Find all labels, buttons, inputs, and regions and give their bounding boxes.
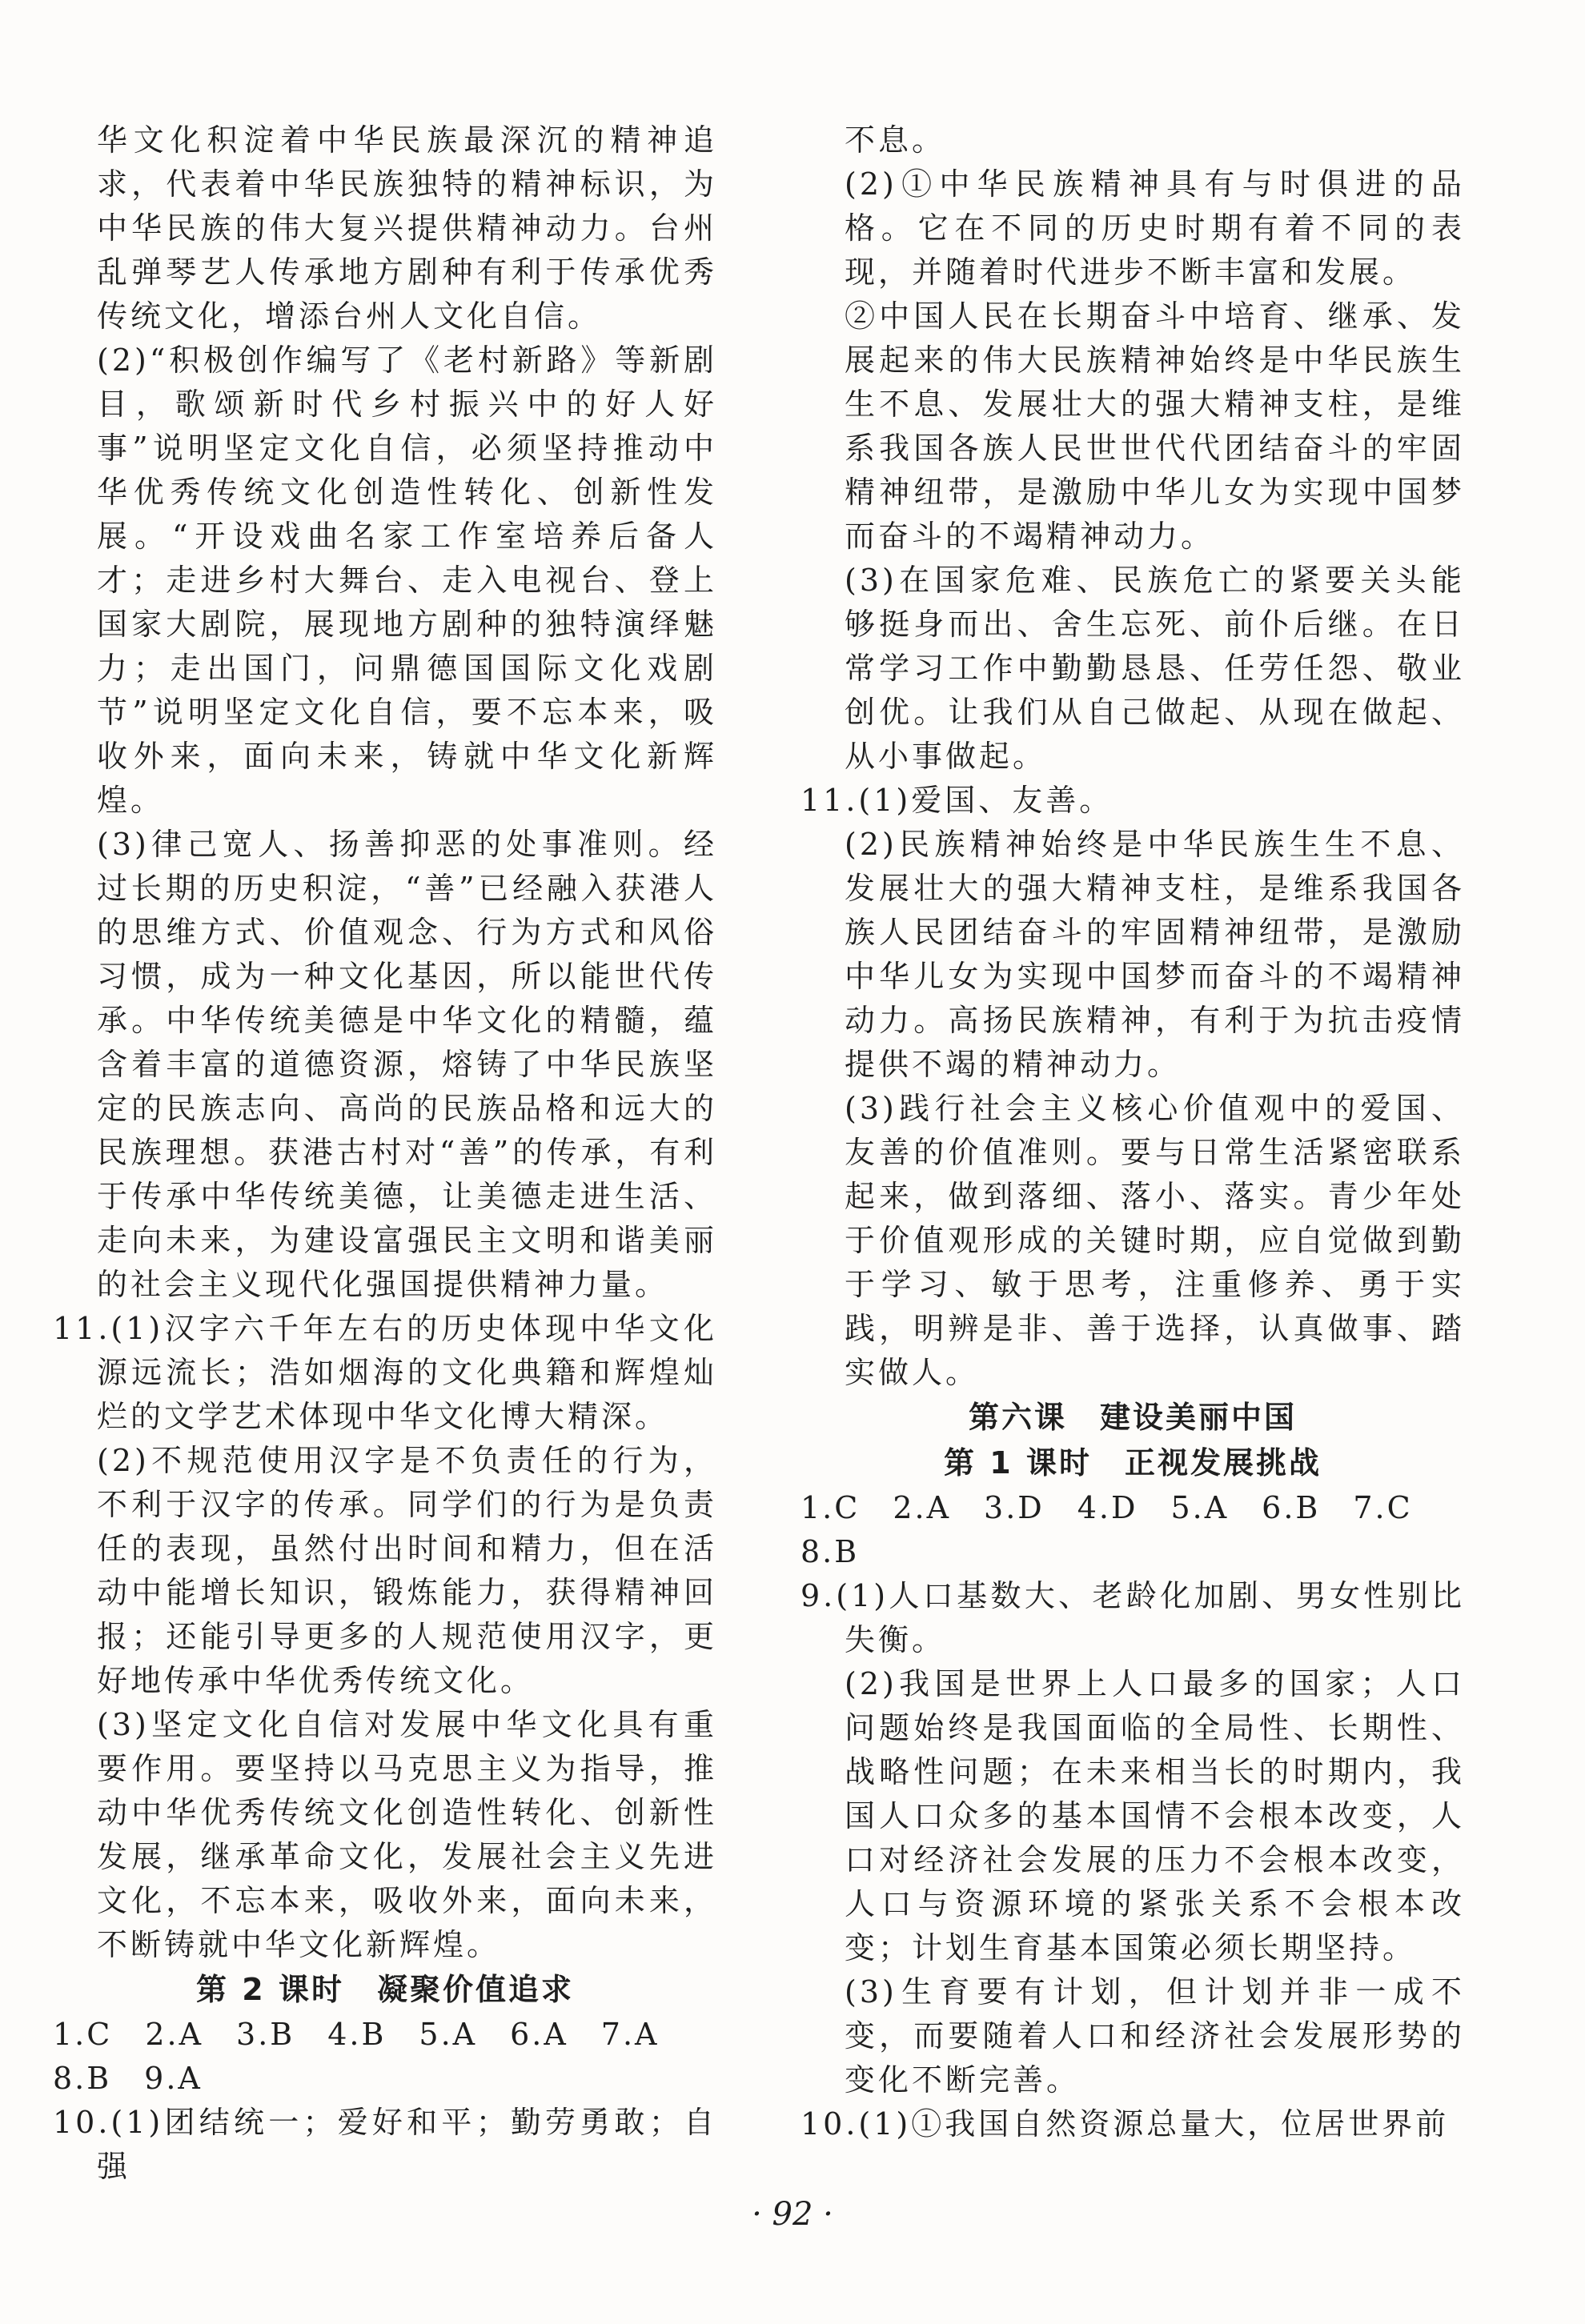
- question-11-part-1-right: 11.(1)爱国、友善。: [801, 783, 1114, 818]
- page-number: · 92 ·: [752, 2196, 833, 2233]
- answer-key-line-2-right: 8.B: [801, 1534, 860, 1569]
- question-10-part-1: 10.(1)团结统一；爱好和平；勤劳勇敢；自强: [53, 2105, 717, 2184]
- question-9-part-2: (2)我国是世界上人口最多的国家；人口问题始终是我国面临的全局性、长期性、战略性问题；在未来相当长的时期内，我国人口众多的基本国情不会根本改变，人口对经济社会发展的压力不会根本改变，人口与资源环境的紧张关系不会根本改变；计划生育基本国策必须长期坚持。: [845, 1666, 1465, 1965]
- question-11-part-2-right: (2)民族精神始终是中华民族生生不息、发展壮大的强大精神支柱，是维系我国各族人民团结奋斗的牢固精神纽带，是激励中华儿女为实现中国梦而奋斗的不竭精神动力。高扬民族精神，有利于为抗击疫情提供不竭的精神动力。: [845, 827, 1465, 1082]
- right-paragraph-1: 不息。: [845, 122, 946, 158]
- answer-key-line-2: 8.B 9.A: [53, 2061, 203, 2096]
- lesson-2-heading: 第 2 课时 凝聚价值追求: [196, 1972, 574, 2007]
- right-paragraph-2: (2)①中华民族精神具有与时俱进的品格。它在不同的历史时期有着不同的表现，并随着时代进步不断丰富和发展。: [845, 166, 1465, 290]
- answer-key-line-1-right: 1.C 2.A 3.D 4.D 5.A 6.B 7.C: [801, 1490, 1413, 1525]
- left-paragraph-3: (3)律己宽人、扬善抑恶的处事准则。经过长期的历史积淀，“善”已经融入获港人的思维方式、价值观念、行为方式和风俗习惯，成为一种文化基因，所以能世代传承。中华传统美德是中华文化的精髓，蕴含着丰富的道德资源，熔铸了中华民族坚定的民族志向、高尚的民族品格和远大的民族理想。获港古村对“善”的传承，有利于传承中华传统美德，让美德走进生活、走向未来，为建设富强民主文明和谐美丽的社会主义现代化强国提供精神力量。: [97, 827, 717, 1302]
- question-11-part-3: (3)坚定文化自信对发展中华文化具有重要作用。要坚持以马克思主义为指导，推动中华优秀传统文化创造性转化、创新性发展，继承革命文化，发展社会主义先进文化，不忘本来，吸收外来，面向未来，不断铸就中华文化新辉煌。: [97, 1707, 717, 1962]
- question-9-part-1: 9.(1)人口基数大、老龄化加剧、男女性别比失衡。: [801, 1578, 1465, 1657]
- answer-key-line-1: 1.C 2.A 3.B 4.B 5.A 6.A 7.A: [53, 2017, 660, 2052]
- right-paragraph-4: (3)在国家危难、民族危亡的紧要关头能够挺身而出、舍生忘死、前仆后继。在日常学习工作中勤勤恳恳、任劳任怨、敬业创优。让我们从自己做起、从现在做起、从小事做起。: [845, 563, 1465, 774]
- question-11-part-1: 11.(1)汉字六千年左右的历史体现中华文化源远流长；浩如烟海的文化典籍和辉煌灿烂的文学艺术体现中华文化博大精深。: [53, 1311, 717, 1434]
- question-9-part-3: (3)生育要有计划，但计划并非一成不变，而要随着人口和经济社会发展形势的变化不断完善。: [845, 1974, 1465, 2098]
- lesson-1-heading: 第 1 课时 正视发展挑战: [944, 1445, 1322, 1481]
- right-paragraph-3: ②中国人民在长期奋斗中培育、继承、发展起来的伟大民族精神始终是中华民族生生不息、发展壮大的强大精神支柱，是维系我国各族人民世世代代团结奋斗的牢固精神纽带，是激励中华儿女为实现中国梦而奋斗的不竭精神动力。: [845, 299, 1465, 554]
- left-column: [53, 118, 717, 2189]
- chapter-6-heading: 第六课 建设美丽中国: [968, 1400, 1297, 1435]
- left-paragraph-2: (2)“积极创作编写了《老村新路》等新剧目，歌颂新时代乡村振兴中的好人好事”说明坚定文化自信，必须坚持推动中华优秀传统文化创造性转化、创新性发展。“开设戏曲名家工作室培养后备人才；走进乡村大舞台、走入电视台、登上国家大剧院，展现地方剧种的独特演绎魅力；走出国门，问鼎德国国际文化戏剧节”说明坚定文化自信，要不忘本来，吸收外来，面向未来，铸就中华文化新辉煌。: [97, 343, 717, 818]
- question-10-part-1-right: 10.(1)①我国自然资源总量大，位居世界前: [801, 2106, 1450, 2142]
- right-column: [801, 118, 1465, 2146]
- question-11-part-3-right: (3)践行社会主义核心价值观中的爱国、友善的价值准则。要与日常生活紧密联系起来，做到落细、落小、落实。青少年处于价值观形成的关键时期，应自觉做到勤于学习、敏于思考，注重修养、勇于实践，明辨是非、善于选择，认真做事、踏实做人。: [845, 1091, 1465, 1390]
- left-paragraph-1: 华文化积淀着中华民族最深沉的精神追求，代表着中华民族独特的精神标识，为中华民族的伟大复兴提供精神动力。台州乱弹琴艺人传承地方剧种有利于传承优秀传统文化，增添台州人文化自信。: [97, 122, 717, 334]
- question-11-part-2: (2)不规范使用汉字是不负责任的行为，不利于汉字的传承。同学们的行为是负责任的表现，虽然付出时间和精力，但在活动中能增长知识，锻炼能力，获得精神回报；还能引导更多的人规范使用汉字，更好地传承中华优秀传统文化。: [97, 1443, 717, 1698]
